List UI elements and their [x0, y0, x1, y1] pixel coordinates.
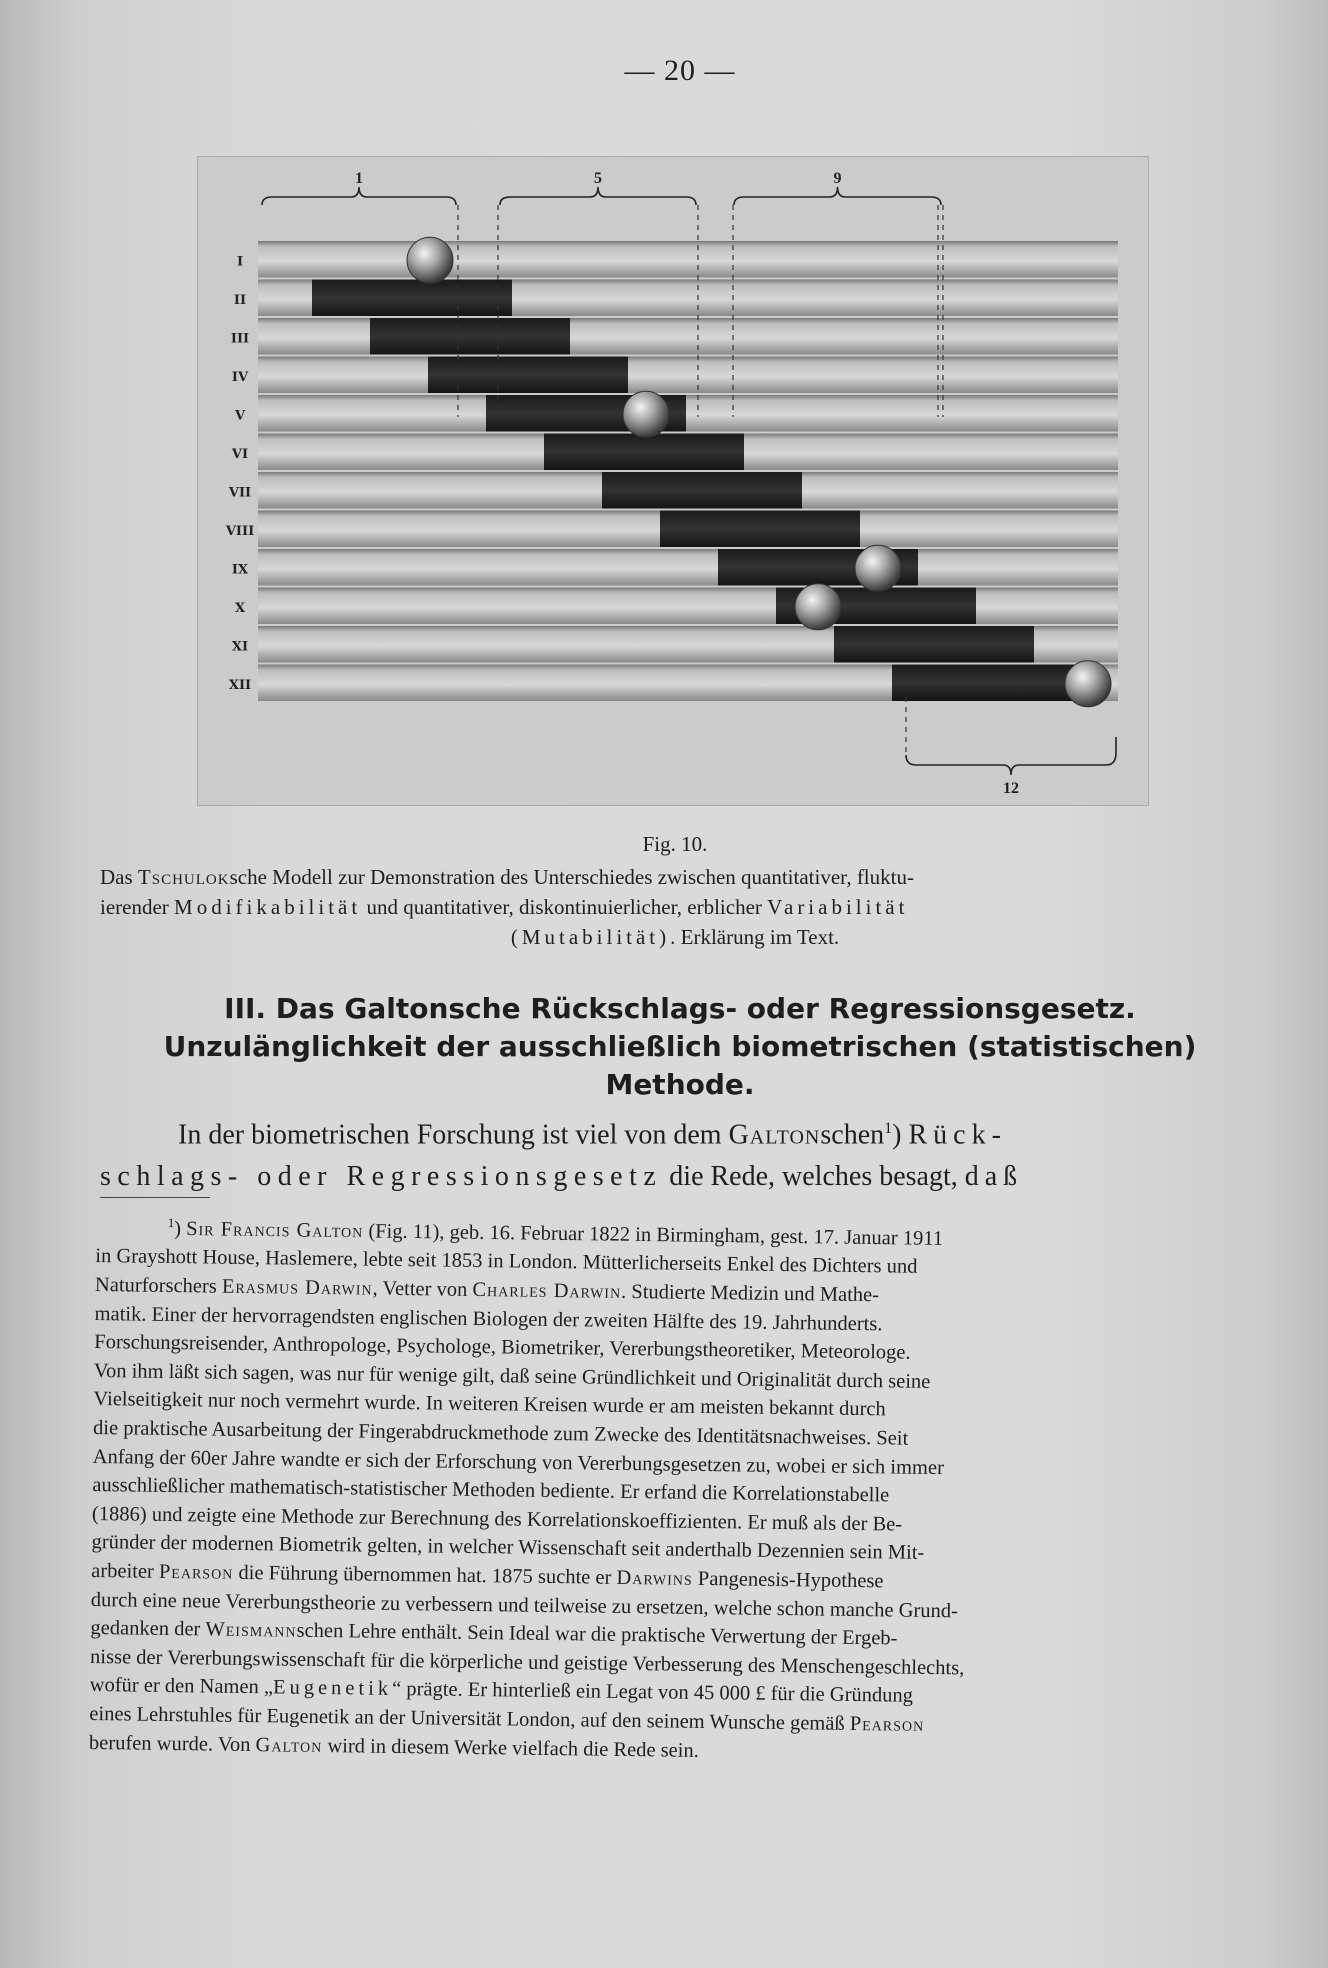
heading-line-2: Unzulänglichkeit der ausschließlich biometrischen (statistischen)	[163, 1030, 1197, 1063]
footnote-line: Forschungsreisender, Anthropologe, Psychologe, Biometriker, Vererbungstheoretiker, Meteorologe.	[94, 1331, 911, 1364]
footnote-line: arbeiter Pearson die Führung übernommen hat. 1875 suchte er Darwins Pangenesis-Hypothese	[91, 1559, 884, 1593]
model-bar	[258, 357, 1118, 394]
figure-label: Fig. 10.	[642, 832, 708, 856]
model-bar-dark	[602, 472, 802, 509]
body-line-1: In der biometrischen Forschung ist viel von dem Galtonschen$^1$) Rück-	[178, 1119, 1007, 1151]
footnote-line: berufen wurde. Von Galton wird in diesem Werke vielfach die Rede sein.	[88, 1731, 699, 1762]
caption-line-2: ierender Modifikabilität und quantitativer, diskontinuierlicher, erblicher Variabilität	[100, 895, 909, 919]
model-bar-dark	[660, 511, 860, 548]
body-line-2: schlags- oder Regressionsgesetz die Rede, welches besagt, daß	[100, 1161, 1024, 1193]
row-label: VIII	[225, 523, 255, 539]
ball	[795, 584, 841, 630]
caption-line-3: (Mutabilität). Erklärung im Text.	[510, 925, 840, 949]
section-heading	[120, 990, 1240, 1104]
brace-label: 12	[1003, 780, 1019, 797]
footnote-line: $^1$) Sir Francis Galton (Fig. 11), geb. 16. Februar 1822 in Birmingham, gest. 17. Januar 1911	[167, 1214, 944, 1250]
footnote-line: gründer der modernen Biometrik gelten, in welcher Wissenschaft seit anderthalb Dezennien sein Mit-	[91, 1531, 925, 1565]
figure-illustration	[198, 157, 1148, 805]
ball	[407, 237, 453, 283]
footnote-line: gedanken der Weismannschen Lehre enthält. Sein Ideal war die praktische Verwertung der Ergeb-	[90, 1617, 898, 1650]
ball	[1065, 661, 1111, 707]
brace	[734, 187, 941, 205]
footnote-line: matik. Einer der hervorragendsten englischen Biologen der zweiten Hälfte des 19. Jahrhunderts.	[94, 1302, 883, 1335]
footnote-line: Von ihm läßt sich sagen, was nur für wenige gilt, daß seine Gründlichkeit und Originalität durch seine	[93, 1359, 931, 1393]
footnote-line: eines Lehrstuhles für Eugenetik an der Universität London, auf den seinem Wunsche gemäß Pearson	[89, 1702, 925, 1736]
row-label: V	[234, 408, 246, 424]
heading-line-1: III. Das Galtonsche Rückschlags- oder Regressionsgesetz.	[224, 992, 1136, 1025]
brace-label: 1	[355, 170, 363, 187]
brace	[500, 187, 696, 205]
row-label: III	[230, 331, 250, 347]
model-bar	[258, 395, 1118, 432]
row-label: X	[234, 600, 246, 616]
footnote-line: ausschließlicher mathematisch-statistischer Methoden bediente. Er erfand die Korrelationstabelle	[92, 1474, 890, 1507]
caption-line-1: Das Tschuloksche Modell zur Demonstration des Unterschiedes zwischen quantitativer, fluktu-	[100, 865, 914, 889]
model-bar-dark	[544, 434, 744, 471]
row-label: XI	[231, 639, 249, 655]
footnote	[89, 1208, 1246, 1772]
model-bar	[258, 241, 1118, 278]
page-number: — 20 —	[624, 54, 736, 87]
body-paragraph	[100, 1108, 1250, 1198]
figure-caption	[100, 862, 1250, 952]
model-bar	[258, 588, 1118, 625]
brace	[262, 187, 456, 205]
row-label: IV	[231, 369, 249, 385]
ball	[855, 545, 901, 591]
footnote-line: nisse der Vererbungswissenschaft für die körperliche und geistige Verbesserung des Menschengeschlechts,	[89, 1645, 965, 1680]
footnote-rule	[100, 1197, 210, 1198]
row-label: IX	[231, 562, 249, 578]
row-label: XII	[228, 677, 252, 693]
model-bar-dark	[892, 665, 1092, 702]
row-labels	[225, 254, 254, 693]
model-bar-dark	[312, 280, 512, 317]
footnote-line: (1886) und zeigte eine Methode zur Berechnung des Korrelationskoeffizienten. Er muß als der Be-	[91, 1502, 903, 1536]
row-label: VII	[228, 485, 252, 501]
footnote-line: wofür er den Namen „Eugenetik“ prägte. Er hinterließ ein Legat von 45 000 £ für die Gründung	[89, 1674, 914, 1708]
brace-label: 9	[833, 170, 842, 187]
brace-label: 5	[594, 170, 602, 187]
row-label: I	[236, 254, 244, 270]
footnote-line: in Grayshott House, Haslemere, lebte seit 1853 in London. Mütterlicherseits Enkel des Dichters und	[95, 1245, 918, 1279]
footnote-line: Naturforschers Erasmus Darwin, Vetter von Charles Darwin. Studierte Medizin und Mathe-	[94, 1274, 880, 1307]
footnote-line: die praktische Ausarbeitung der Fingerabdruckmethode zum Zwecke des Identitätsnachweises. Seit	[92, 1416, 909, 1450]
model-bar	[258, 549, 1118, 586]
footnote-line: durch eine neue Vererbungstheorie zu verbessern und teilweise zu ersetzen, welche schon manche Grund-	[90, 1588, 959, 1622]
footnote-line: Vielseitigkeit nur noch vermehrt wurde. In weiteren Kreisen wurde er am meisten bekannt durch	[93, 1388, 886, 1421]
row-label: II	[233, 292, 247, 308]
row-label: VI	[231, 446, 249, 462]
ball	[623, 391, 669, 437]
footnote-line: Anfang der 60er Jahre wandte er sich der Erforschung von Vererbungsgesetzen zu, wobei er sich immer	[92, 1445, 945, 1479]
model-bar-dark	[834, 626, 1034, 663]
model-bars	[258, 241, 1118, 701]
brace	[906, 737, 1116, 775]
model-bar-dark	[370, 318, 570, 355]
heading-line-3: Methode.	[605, 1068, 755, 1101]
figure-tschulok-model	[197, 156, 1149, 806]
